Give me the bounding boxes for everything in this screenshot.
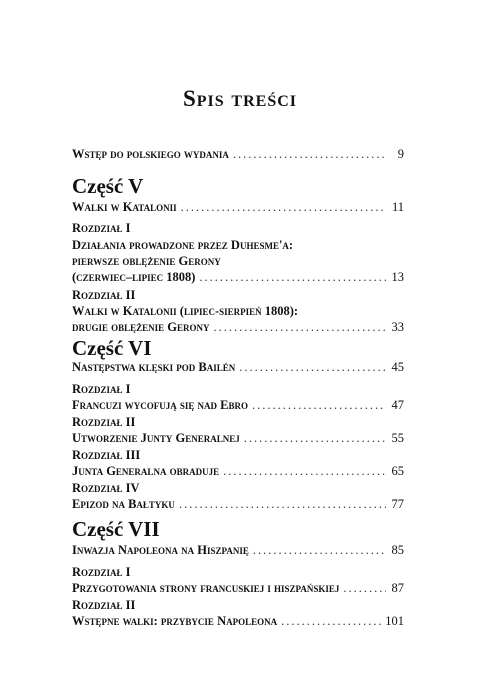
toc-entry-p5-r2-l2[interactable] [72,320,404,335]
entry-title: Następstwa klęski pod Bailén [72,360,236,374]
dot-leader [223,464,386,479]
entry-page: 87 [391,581,404,595]
dot-leader [239,360,386,375]
chapter-label: Rozdział I [72,565,131,579]
dot-leader [181,200,386,215]
dot-leader [233,147,386,162]
entry-page: 33 [391,320,404,334]
toc-entry-p5-main[interactable] [72,200,404,215]
toc-entry-intro[interactable] [72,147,404,162]
dot-leader [253,543,386,558]
dot-leader [244,431,386,446]
toc-entry-p6-r4[interactable] [72,497,404,512]
entry-page: 55 [391,431,404,445]
entry-title: pierwsze oblężenie Gerony [72,254,221,268]
entry-page: 9 [397,147,404,161]
dot-leader [199,270,386,285]
entry-page: 45 [391,360,404,374]
entry-title: Walki w Katalonii [72,200,177,214]
entry-page: 65 [391,464,404,478]
entry-title: Epizod na Bałtyku [72,497,175,511]
entry-title: Działania prowadzone przez Duhesme'a: [72,238,294,252]
entry-title: Wstępne walki: przybycie Napoleona [72,614,278,628]
toc-entry-p5-r2-l1[interactable] [72,304,404,319]
part-heading-7: Część VII [72,517,160,541]
entry-title: Francuzi wycofują się nad Ebro [72,398,248,412]
toc-entry-p6-r3[interactable] [72,464,404,479]
entry-title: Przygotowania strony francuskiej i hiszpańskiej [72,581,340,595]
entry-title: Inwazja Napoleona na Hiszpanię [72,543,249,557]
entry-title: Wstęp do polskiego wydania [72,147,229,161]
toc-entry-p5-r1-l3[interactable] [72,270,404,285]
entry-page: 11 [391,200,404,214]
entry-page: 101 [385,614,404,628]
toc-entry-p6-r1[interactable] [72,398,404,413]
toc-entry-p7-main[interactable] [72,543,404,558]
entry-page: 85 [391,543,404,557]
entry-page: 77 [391,497,404,511]
chapter-label: Rozdział I [72,382,131,396]
chapter-label: Rozdział IV [72,481,140,495]
chapter-label: Rozdział III [72,448,141,462]
chapter-label: Rozdział II [72,288,136,302]
entry-title: (czerwiec–lipiec 1808) [72,270,196,284]
part-heading-5: Część V [72,174,144,198]
entry-title: Junta Generalna obraduje [72,464,220,478]
dot-leader [281,614,381,629]
entry-page: 13 [391,270,404,284]
part-heading-6: Część VI [72,336,152,360]
entry-title: Utworzenie Junty Generalnej [72,431,240,445]
toc-entry-p5-r1-l1[interactable] [72,238,404,253]
toc-entry-p5-r1-l2[interactable] [72,254,404,269]
dot-leader [252,398,386,413]
toc-entry-p7-r2[interactable] [72,614,404,629]
toc-entry-p7-r1[interactable] [72,581,404,596]
dot-leader [343,581,386,596]
page-title: Spis treści [182,86,298,111]
toc-entry-p6-main[interactable] [72,360,404,375]
dot-leader [179,497,386,512]
chapter-label: Rozdział II [72,598,136,612]
chapter-label: Rozdział I [72,221,131,235]
entry-title: Walki w Katalonii (lipiec-sierpień 1808): [72,304,299,318]
entry-title: drugie oblężenie Gerony [72,320,210,334]
entry-page: 47 [391,398,404,412]
chapter-label: Rozdział II [72,415,136,429]
dot-leader [214,320,387,335]
toc-entry-p6-r2[interactable] [72,431,404,446]
